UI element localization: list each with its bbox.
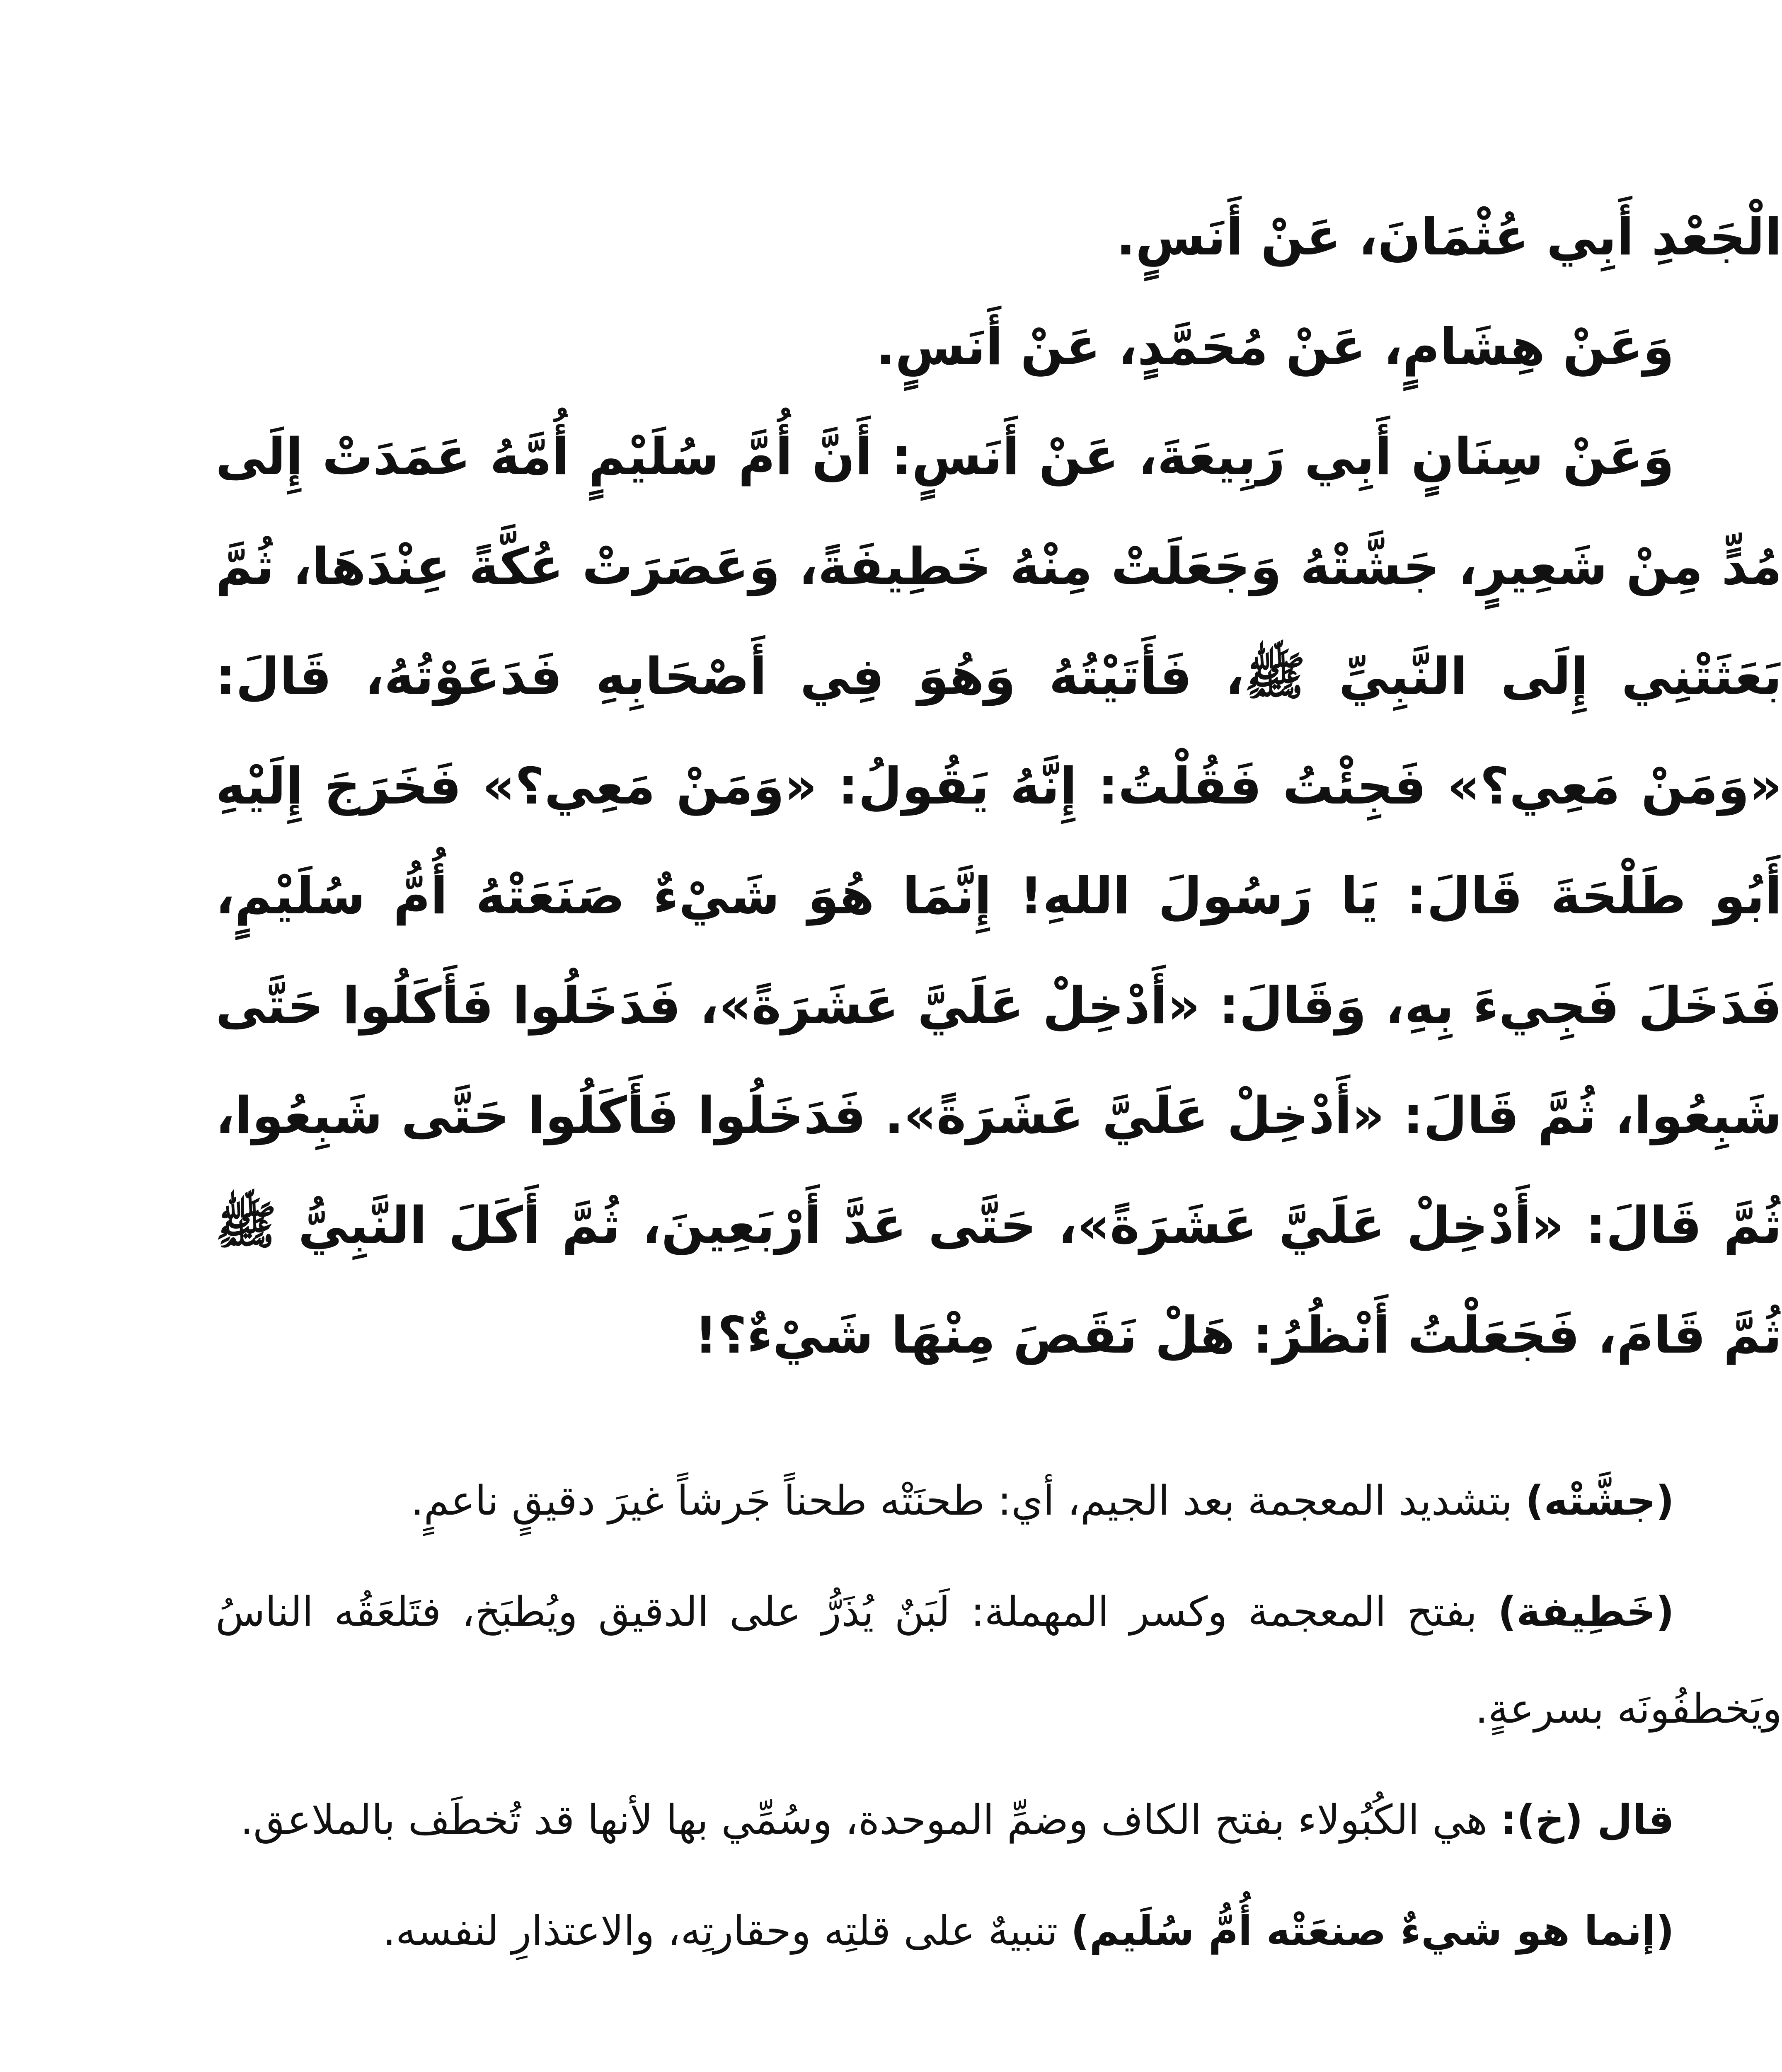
commentary-term: (خَطِيفة) — [1498, 1588, 1674, 1636]
commentary-note-4 — [215, 1883, 1782, 1980]
commentary-term: (إنما هو شيءٌ صنعَتْه أُمُّ سُلَيم) — [1070, 1907, 1674, 1955]
hadith-text — [215, 182, 1782, 1390]
commentary-note-1 — [215, 1452, 1782, 1549]
hadith-line-1: الْجَعْدِ أَبِي عُثْمَانَ، عَنْ أَنَسٍ. — [1116, 208, 1782, 266]
hadith-paragraph-3: وَعَنْ سِنَانٍ أَبِي رَبِيعَةَ، عَنْ أَنَسٍ: أَنَّ أُمَّ سُلَيْمٍ أُمَّهُ عَمَدَتْ إِلَى مُدٍّ مِنْ شَعِيرٍ، جَشَّتْهُ وَجَعَلَتْ مِنْهُ خَطِيفَةً، وَعَصَرَتْ عُكَّةً عِنْدَهَا، ثُمَّ بَعَثَتْنِي إِلَى النَّبِيِّ ﷺ، فَأَتَيْتُهُ وَهُوَ فِي أَصْحَابِهِ فَدَعَوْتُهُ، قَالَ: «وَمَنْ مَعِي؟» فَجِئْتُ فَقُلْتُ: إِنَّهُ يَقُولُ: «وَمَنْ مَعِي؟» فَخَرَجَ إِلَيْهِ أَبُو طَلْحَةَ قَالَ: يَا رَسُولَ اللهِ! إِنَّمَا هُوَ شَيْءٌ صَنَعَتْهُ أُمُّ سُلَيْمٍ، فَدَخَلَ فَجِيءَ بِهِ، وَقَالَ: «أَدْخِلْ عَلَيَّ عَشَرَةً»، فَدَخَلُوا فَأَكَلُوا حَتَّى شَبِعُوا، ثُمَّ قَالَ: «أَدْخِلْ عَلَيَّ عَشَرَةً». فَدَخَلُوا فَأَكَلُوا حَتَّى شَبِعُوا، ثُمَّ قَالَ: «أَدْخِلْ عَلَيَّ عَشَرَةً»، حَتَّى عَدَّ أَرْبَعِينَ، ثُمَّ أَكَلَ النَّبِيُّ ﷺ ثُمَّ قَامَ، فَجَعَلْتُ أَنْظُرُ: هَلْ نَقَصَ مِنْهَا شَيْءٌ؟! — [215, 427, 1782, 1365]
commentary-note-2 — [215, 1564, 1782, 1757]
commentary-notes — [215, 1452, 1782, 1980]
commentary-explanation: بتشديد المعجمة بعد الجيم، أي: طحنَتْه طحناً جَرشاً غيرَ دقيقٍ ناعمٍ. — [411, 1477, 1525, 1525]
commentary-explanation: بفتح المعجمة وكسر المهملة: لَبَنٌ يُذَرُّ على الدقيق ويُطبَخ، فتَلعَقُه الناسُ ويَخطفُونَه بسرعةٍ. — [215, 1588, 1782, 1733]
commentary-explanation: هي الكُبُولاء بفتح الكاف وضمِّ الموحدة، وسُمِّي بها لأنها قد تُخطَف بالملاعق. — [240, 1796, 1501, 1844]
commentary-term: قال (خ): — [1500, 1796, 1674, 1844]
commentary-explanation: تنبيهٌ على قلتِه وحقارتِه، والاعتذارِ لنفسه. — [383, 1907, 1071, 1955]
hadith-paragraph-2: وَعَنْ هِشَامٍ، عَنْ مُحَمَّدٍ، عَنْ أَنَسٍ. — [876, 317, 1674, 376]
commentary-term: (جشَّتْه) — [1525, 1477, 1674, 1525]
page-body — [215, 182, 1782, 1994]
commentary-note-3 — [215, 1772, 1782, 1869]
